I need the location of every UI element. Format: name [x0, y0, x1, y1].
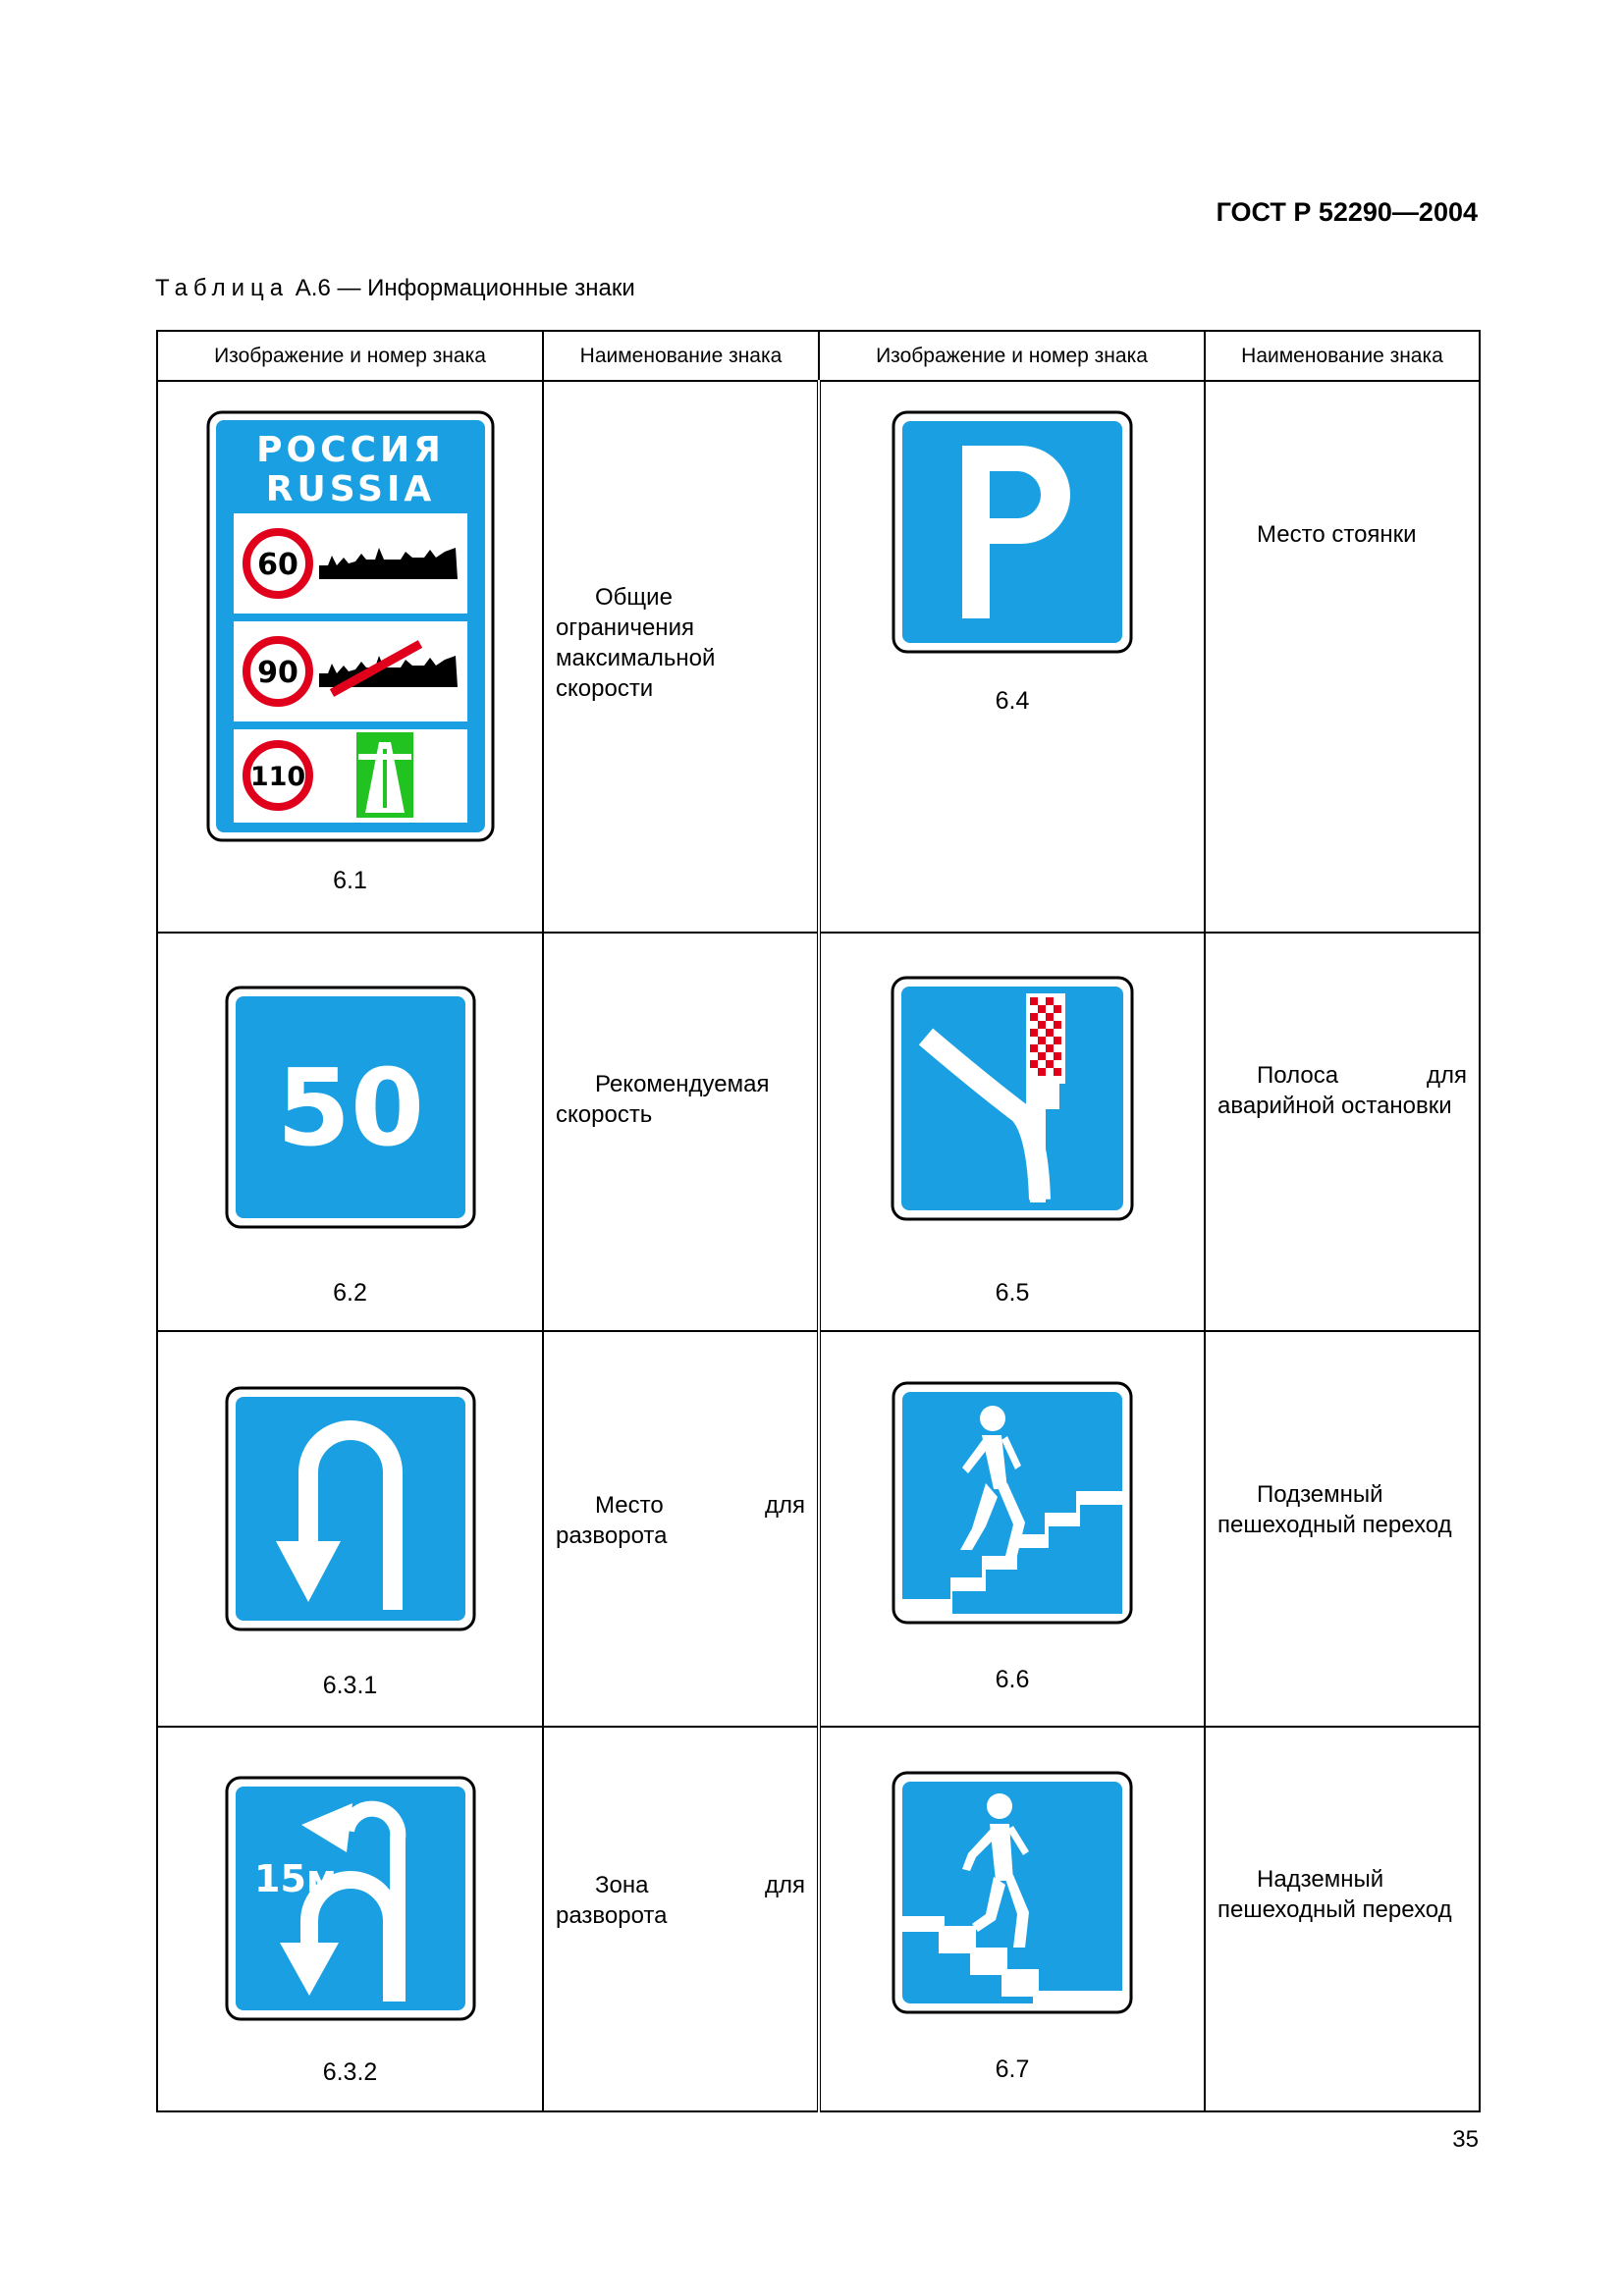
recommended-speed-sign-icon: [225, 986, 476, 1229]
sign-cell-6-3-1: [157, 1331, 543, 1727]
sign-name-6-5: Полоса для аварийной остановки: [1217, 1062, 1467, 1119]
motorway-icon: [356, 732, 413, 818]
sign-6-7-image: [821, 1771, 1204, 2014]
sign-6-1-line2: RUSSIA: [265, 469, 435, 509]
sign-name-cell: [1205, 933, 1480, 1331]
sign-number: 6.1: [333, 867, 367, 894]
overground-crossing-sign-icon: [892, 1771, 1133, 2014]
signs-table: [156, 330, 1481, 2112]
table-header-row: [157, 331, 1480, 381]
sign-6-4-image: [821, 410, 1204, 654]
sign-6-3-1-image: [158, 1386, 542, 1631]
sign-name-cell: [543, 933, 819, 1331]
sign-name-6-1: Общие ограничения максимальной скорости: [556, 584, 716, 702]
sign-number: 6.3.2: [322, 2058, 378, 2086]
document-code: ГОСТ Р 52290—2004: [1216, 197, 1478, 227]
sign-cell-6-3-2: [157, 1727, 543, 2111]
sign-cell-6-2: [157, 933, 543, 1331]
sign-name-6-3-2: Зона для разворота: [556, 1872, 805, 1929]
sign-6-5-image: [821, 976, 1204, 1221]
sign-cell-6-1: [157, 381, 543, 933]
table-caption: [155, 275, 635, 302]
table-row: [157, 933, 1480, 1331]
sign-cell-6-5: [819, 933, 1205, 1331]
table-row: [157, 1331, 1480, 1727]
emergency-stop-lane-sign-icon: [891, 976, 1134, 1221]
sign-name-6-4: Место стоянки: [1257, 521, 1417, 548]
sign-number: 6.5: [995, 1279, 1030, 1307]
table-row: [157, 1727, 1480, 2111]
u-turn-zone-sign-icon: [225, 1776, 476, 2021]
column-header-name: Наименование знака: [543, 331, 819, 381]
page-number: 35: [1452, 2126, 1479, 2153]
sign-cell-6-6: [819, 1331, 1205, 1727]
sign-6-1-image: [158, 410, 542, 842]
sign-name-cell: [1205, 1331, 1480, 1727]
sign-6-1-limit-60: 60: [256, 548, 298, 582]
sign-6-2-image: [158, 986, 542, 1229]
sign-name-cell: [543, 1727, 819, 2111]
sign-6-2-speed: 50: [276, 1047, 424, 1170]
sign-6-1-limit-110: 110: [249, 762, 305, 792]
sign-6-3-2-distance: 15м: [253, 1857, 337, 1900]
sign-name-cell: [1205, 381, 1480, 933]
sign-number: 6.6: [995, 1666, 1030, 1693]
sign-number: 6.7: [995, 2056, 1030, 2083]
sign-name-6-6: Подземный пешеходный переход: [1217, 1481, 1452, 1538]
sign-name-cell: [543, 1331, 819, 1727]
underground-crossing-sign-icon: [892, 1381, 1133, 1625]
sign-6-1-limit-90: 90: [256, 656, 298, 690]
sign-name-cell: [1205, 1727, 1480, 2111]
sign-name-cell: [543, 381, 819, 933]
table-caption-title: А.6 — Информационные знаки: [295, 275, 635, 301]
sign-number: 6.2: [333, 1279, 367, 1307]
u-turn-place-sign-icon: [225, 1386, 476, 1631]
column-header-image-number: Изображение и номер знака: [819, 331, 1205, 381]
sign-6-6-image: [821, 1381, 1204, 1625]
parking-sign-icon: [892, 410, 1133, 654]
sign-name-6-2: Рекомендуемая скорость: [556, 1071, 770, 1128]
table-caption-prefix: Таблица: [155, 275, 290, 301]
sign-cell-6-4: [819, 381, 1205, 933]
sign-6-1-speed-limits: [206, 410, 495, 842]
sign-6-1-line1: РОССИЯ: [255, 430, 445, 470]
sign-number: 6.3.1: [322, 1672, 378, 1699]
sign-cell-6-7: [819, 1727, 1205, 2111]
sign-number: 6.4: [995, 687, 1030, 715]
sign-6-3-2-image: [158, 1776, 542, 2021]
column-header-image-number: Изображение и номер знака: [157, 331, 543, 381]
sign-name-6-3-1: Место для разворота: [556, 1492, 805, 1549]
column-header-name: Наименование знака: [1205, 331, 1480, 381]
sign-name-6-7: Надземный пешеходный переход: [1217, 1866, 1452, 1923]
table-row: [157, 381, 1480, 933]
